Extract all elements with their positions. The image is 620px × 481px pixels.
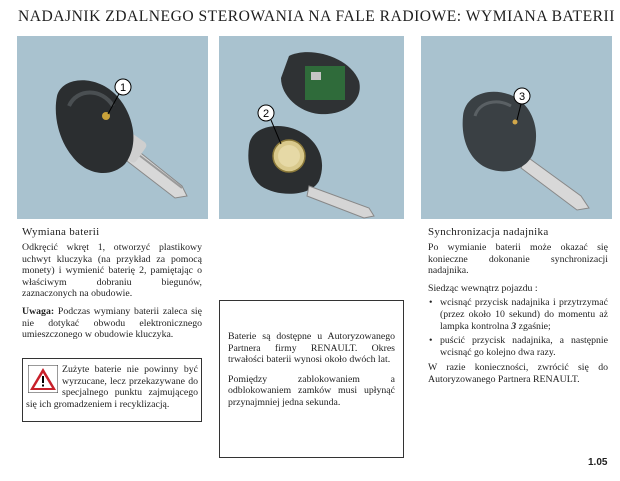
battery-replacement-text <box>22 242 202 300</box>
page-number: 1.05 <box>588 457 608 468</box>
bullet: • <box>429 297 433 309</box>
sync-paragraph-2: Siedząc wewnątrz pojazdu : <box>428 282 538 294</box>
page-title: NADAJNIK ZDALNEGO STEROWANIA NA FALE RADIOWE: WYMIANA BATERII <box>18 8 615 25</box>
callout-2: 2 <box>262 108 270 120</box>
info-paragraph-1: Baterie są dostępne u Autoryzowanego Partnera firmy RENAULT. Okres trwałości baterii wynosi około dwóch lat. <box>228 331 395 366</box>
sync-heading: Synchronizacja nadajnika <box>428 226 549 238</box>
key-screw-photo <box>17 36 208 219</box>
info-paragraph-2: Pomiędzy zablokowaniem a odblokowaniem zamków musi upłynąć przynajmniej jedna sekunda. <box>228 373 395 408</box>
lamp-number: 3 <box>511 320 517 332</box>
sync-paragraph-3: W razie konieczności, zwrócić się do Autoryzowanego Partnera RENAULT. <box>428 362 608 385</box>
warning-box <box>22 358 202 422</box>
list-item: • wcisnąć przycisk nadajnika i przytrzymać (przez około 10 sekund) do momentu aż lampka kontrolna 3 zgaśnie; <box>429 297 608 332</box>
warning-text: Zużyte baterie nie powinny być wyrzucane, lecz przekazywane do specjalnego punktu zajmującego się ich gromadzeniem i recyklizacją. <box>26 364 198 410</box>
note-text: Podczas wymiany baterii zaleca się nie dotykać obwodu elektronicznego umieszczonego w obudowie kluczyka. <box>22 306 202 341</box>
key-lamp-photo <box>421 36 612 219</box>
note-label: Uwaga: <box>22 306 55 317</box>
note-block <box>22 306 202 341</box>
sync-paragraph-1: Po wymianie baterii może okazać się konieczne dokonanie synchronizacji nadajnika. <box>428 242 608 277</box>
callout-3: 3 <box>518 91 526 103</box>
sync-text <box>428 242 608 386</box>
sync-steps-list <box>428 297 608 358</box>
battery-replacement-heading: Wymiana baterii <box>22 226 100 238</box>
bullet: • <box>429 335 433 347</box>
info-box <box>219 300 404 458</box>
list-item: • puścić przycisk nadajnika, a następnie wcisnąć go kolejno dwa razy. <box>429 335 608 358</box>
callout-1: 1 <box>119 82 127 94</box>
battery-replacement-paragraph: Odkręcić wkręt 1, otworzyć plastikowy uchwyt kluczyka (na przykład za pomocą monety) i wymienić baterię 2, pamiętając o właściwym dobraniu biegunów, zaznaczonych na obudowie. <box>22 242 202 300</box>
open-key-battery-photo <box>219 36 404 219</box>
